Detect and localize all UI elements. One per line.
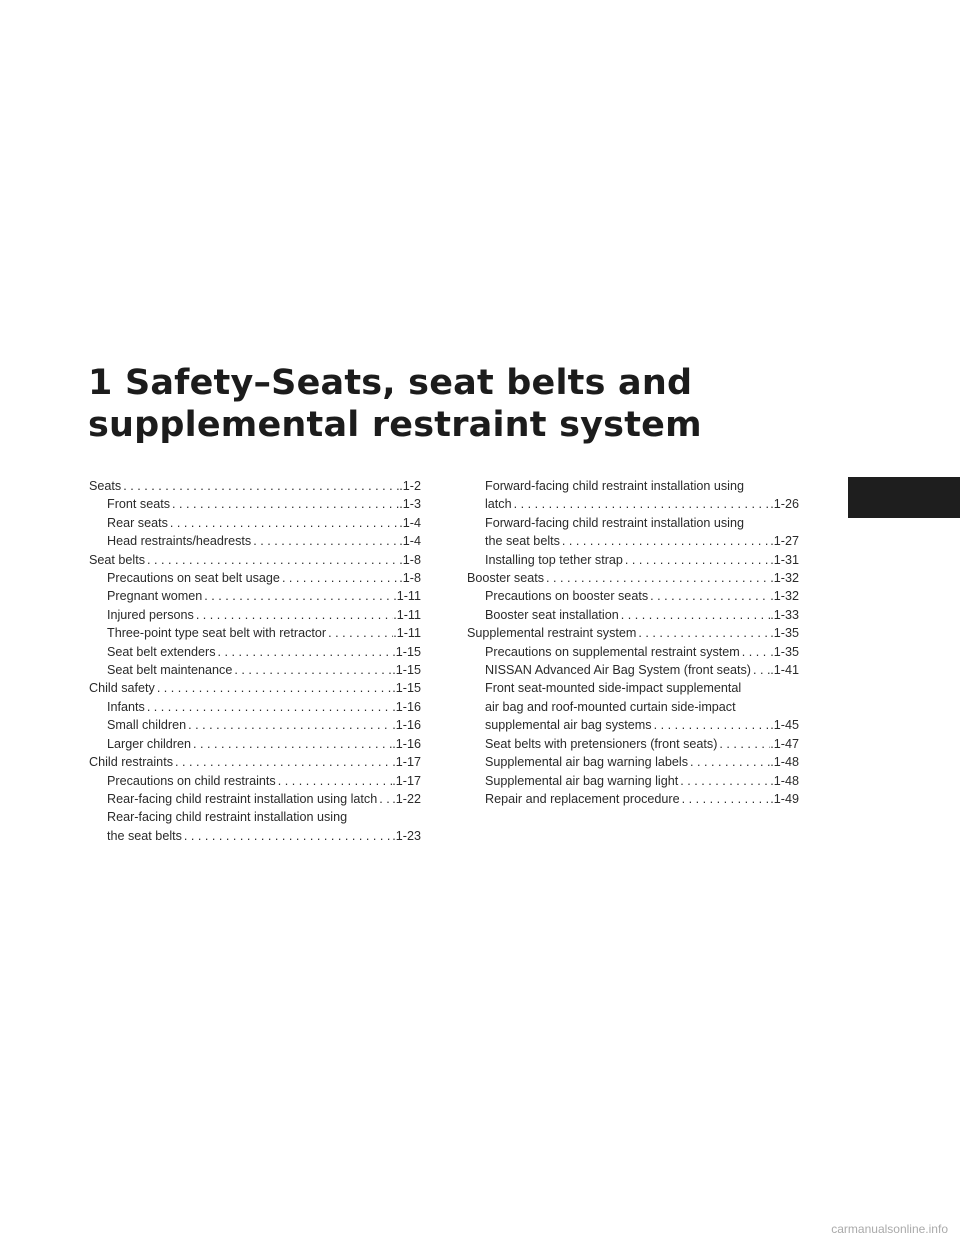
toc-entry-row: [485, 735, 799, 753]
toc-entry[interactable]: [89, 495, 421, 513]
toc-entry-title: Seat belt maintenance: [107, 663, 233, 678]
watermark-text: carmanualsonline.info: [831, 1222, 948, 1236]
toc-entry-title: Seats: [89, 479, 122, 493]
dot-leader: [740, 643, 770, 661]
toc-entry[interactable]: [89, 569, 421, 587]
dot-leader: [280, 569, 399, 587]
toc-entry-page: .1-17: [392, 755, 421, 770]
toc-entry-page: .1-16: [392, 718, 421, 733]
toc-entry-row: [107, 827, 421, 845]
toc-entry-title: the seat belts: [107, 828, 182, 843]
toc-entry[interactable]: [89, 532, 421, 550]
toc-entry-title-line: air bag and roof-mounted curtain side-impact: [485, 699, 736, 714]
toc-entry-row: [485, 551, 799, 569]
toc-entry[interactable]: [467, 643, 799, 661]
toc-entry-page: .1-4: [399, 534, 421, 549]
dot-leader: [688, 753, 770, 771]
toc-entry-row: [107, 698, 421, 716]
toc-entry-page: .1-15: [392, 663, 421, 678]
dot-leader: [170, 495, 399, 513]
toc-entry[interactable]: [467, 514, 799, 551]
toc-entry-page: .1-11: [393, 626, 421, 641]
toc-entry[interactable]: [467, 477, 799, 514]
toc-entry-title: Seat belts: [89, 552, 146, 567]
toc-entry-row: [485, 606, 799, 624]
toc-entry-page: .1-15: [392, 644, 421, 659]
toc-entry-row: [89, 551, 421, 569]
toc-entry-page: .1-41: [770, 663, 799, 678]
toc-entry-row: [485, 661, 799, 679]
toc-entry-row: [485, 532, 799, 550]
dot-leader: [648, 587, 770, 605]
toc-entry[interactable]: [89, 679, 421, 697]
toc-entry-page: .1-2: [399, 479, 421, 493]
toc-entry-title: Injured persons: [107, 607, 194, 622]
toc-entry-title-line: Rear-facing child restraint installation using: [107, 810, 348, 825]
toc-entry[interactable]: [467, 569, 799, 587]
toc-entry-page: .1-35: [770, 644, 799, 659]
toc-entry[interactable]: [89, 735, 421, 753]
toc-entry[interactable]: [89, 551, 421, 569]
toc-entry-row: [467, 624, 799, 642]
toc-entry-title: Supplemental air bag warning light: [485, 773, 679, 788]
toc-entry-title: Child restraints: [89, 755, 173, 770]
toc-entry[interactable]: [467, 735, 799, 753]
toc-entry-row: [107, 643, 421, 661]
toc-entry-page: .1-8: [399, 552, 421, 567]
toc-entry[interactable]: [89, 624, 421, 642]
dot-leader: [512, 495, 771, 513]
toc-entry-page: .1-35: [770, 626, 799, 641]
toc-entry[interactable]: [89, 514, 421, 532]
toc-entry-page: .1-23: [392, 828, 421, 843]
toc-entry-page: .1-31: [770, 552, 799, 567]
dot-leader: [623, 551, 770, 569]
toc-entry-title: Seat belts with pretensioners (front seats): [485, 736, 718, 751]
toc-entry-row: [107, 716, 421, 734]
toc-entry-row: [485, 790, 799, 808]
toc-entry-page: .1-11: [393, 607, 421, 622]
toc-entry[interactable]: [467, 587, 799, 605]
toc-entry-page: .1-32: [770, 589, 799, 604]
toc-entry[interactable]: [89, 772, 421, 790]
toc-entry-title: Booster seat installation: [485, 607, 619, 622]
toc-entry[interactable]: [467, 661, 799, 679]
toc-entry-title: Seat belt extenders: [107, 644, 216, 659]
toc-entry-row: [89, 679, 421, 697]
toc-entry-row: [467, 569, 799, 587]
dot-leader: [717, 735, 770, 753]
dot-leader: [276, 772, 393, 790]
toc-entry-title-line: Forward-facing child restraint installation using: [485, 479, 744, 493]
toc-entry-row: [485, 716, 799, 734]
toc-entry[interactable]: [89, 477, 421, 495]
toc-entry-title: latch: [485, 497, 512, 512]
toc-entry-row: [485, 643, 799, 661]
dot-leader: [145, 698, 392, 716]
toc-entry-row: [485, 495, 799, 513]
dot-leader: [194, 606, 393, 624]
dot-leader: [216, 643, 393, 661]
toc-entry-row: [89, 477, 421, 495]
toc-entry[interactable]: [467, 772, 799, 790]
toc-entry-title: Supplemental restraint system: [467, 626, 637, 641]
toc-entry-row: [107, 569, 421, 587]
toc-entry-page: .1-22: [392, 791, 421, 806]
toc-entry[interactable]: [89, 808, 421, 845]
toc-entry[interactable]: [467, 606, 799, 624]
toc-entry[interactable]: [467, 551, 799, 569]
toc-entry[interactable]: [89, 587, 421, 605]
dot-leader: [121, 477, 399, 495]
toc-entry-row: [107, 532, 421, 550]
dot-leader: [145, 551, 399, 569]
toc-entry-row: [107, 735, 421, 753]
toc-entry-page: .1-15: [392, 681, 421, 696]
toc-entry-row: [485, 772, 799, 790]
dot-leader: [186, 716, 392, 734]
toc-entry-page: .1-49: [770, 791, 799, 806]
toc-entry-page: .1-47: [770, 736, 799, 751]
toc-entry-row: [485, 587, 799, 605]
toc-right-column: [467, 477, 799, 808]
toc-entry-page: .1-48: [770, 773, 799, 788]
toc-entry-title: Supplemental air bag warning labels: [485, 755, 689, 770]
toc-entry-title: Pregnant women: [107, 589, 203, 604]
toc-entry-page: .1-45: [770, 718, 799, 733]
toc-entry-row: [107, 661, 421, 679]
toc-entry-title: Repair and replacement procedure: [485, 791, 680, 806]
toc-entry-title: Larger children: [107, 736, 192, 751]
toc-entry[interactable]: [467, 790, 799, 808]
toc-entry-title: Installing top tether strap: [485, 552, 623, 567]
toc-entry-page: .1-8: [399, 571, 421, 586]
toc-entry-title: Precautions on booster seats: [485, 589, 649, 604]
toc-entry-title-line: Forward-facing child restraint installation using: [485, 515, 744, 530]
toc-entry-page: .1-17: [392, 773, 421, 788]
dot-leader: [544, 569, 770, 587]
toc-entry-page: .1-48: [770, 755, 799, 770]
toc-entry-row: [107, 790, 421, 808]
toc-entry[interactable]: [89, 643, 421, 661]
toc-entry-title: Child safety: [89, 681, 155, 696]
toc-entry-row: [107, 606, 421, 624]
toc-entry-page: .1-11: [393, 589, 421, 604]
dot-leader: [202, 587, 393, 605]
dot-leader: [652, 716, 771, 734]
toc-entry-page: .1-16: [392, 699, 421, 714]
toc-entry-title: Precautions on child restraints: [107, 773, 276, 788]
toc-entry-title: NISSAN Advanced Air Bag System (front seats): [485, 663, 751, 678]
dot-leader: [191, 735, 392, 753]
toc-entry-title: Three-point type seat belt with retractor: [107, 626, 327, 641]
chapter-title-line-1: 1 Safety–Seats, seat belts and: [88, 363, 693, 403]
toc-entry-page: .1-16: [392, 736, 421, 751]
dot-leader: [678, 772, 770, 790]
toc-entry-title: Rear seats: [107, 515, 168, 530]
toc-entry-row: [107, 587, 421, 605]
dot-leader: [636, 624, 770, 642]
dot-leader: [155, 679, 392, 697]
toc-entry[interactable]: [89, 753, 421, 771]
dot-leader: [560, 532, 770, 550]
dot-leader: [182, 827, 392, 845]
toc-entry-title: the seat belts: [485, 534, 560, 549]
toc-entry[interactable]: [467, 679, 799, 734]
dot-leader: [232, 661, 392, 679]
toc-entry-page: .1-32: [770, 571, 799, 586]
toc-entry-page: .1-27: [770, 534, 799, 549]
dot-leader: [326, 624, 393, 642]
toc-entry-row: [107, 624, 421, 642]
dot-leader: [377, 790, 392, 808]
toc-entry-title: supplemental air bag systems: [485, 718, 652, 733]
toc-entry[interactable]: [467, 624, 799, 642]
toc-entry-title: Front seats: [107, 497, 170, 512]
toc-entry-row: [107, 514, 421, 532]
toc-entry[interactable]: [89, 716, 421, 734]
toc-entry-title: Head restraints/headrests: [107, 534, 252, 549]
toc-entry-title-line: Front seat-mounted side-impact supplemental: [485, 681, 742, 696]
toc-entry-row: [89, 753, 421, 771]
dot-leader: [619, 606, 771, 624]
toc-entry[interactable]: [89, 661, 421, 679]
toc-entry[interactable]: [89, 698, 421, 716]
toc-entry-row: [107, 495, 421, 513]
toc-entry-title: Small children: [107, 718, 187, 733]
toc-entry-title: Rear-facing child restraint installation using latch: [107, 791, 378, 806]
chapter-tab-marker: [848, 477, 960, 518]
toc-entry-title: Booster seats: [467, 571, 545, 586]
toc-left-column: [89, 477, 421, 845]
toc-entry-title: Precautions on supplemental restraint system: [485, 644, 740, 659]
toc-entry-row: [107, 772, 421, 790]
toc-entry-title: Precautions on seat belt usage: [107, 571, 280, 586]
toc-entry-page: .1-3: [399, 497, 421, 512]
toc-entry-page: .1-33: [770, 607, 799, 622]
chapter-title: [88, 362, 848, 446]
toc-entry-page: .1-4: [399, 515, 421, 530]
toc-entry-title: Infants: [107, 699, 145, 714]
dot-leader: [680, 790, 771, 808]
toc-entry-row: [485, 753, 799, 771]
chapter-title-line-2: supplemental restraint system: [88, 405, 702, 445]
toc-entry[interactable]: [89, 606, 421, 624]
dot-leader: [173, 753, 392, 771]
dot-leader: [751, 661, 770, 679]
dot-leader: [251, 532, 399, 550]
dot-leader: [168, 514, 399, 532]
toc-entry[interactable]: [89, 790, 421, 808]
toc-entry[interactable]: [467, 753, 799, 771]
toc-entry-page: .1-26: [770, 497, 799, 512]
